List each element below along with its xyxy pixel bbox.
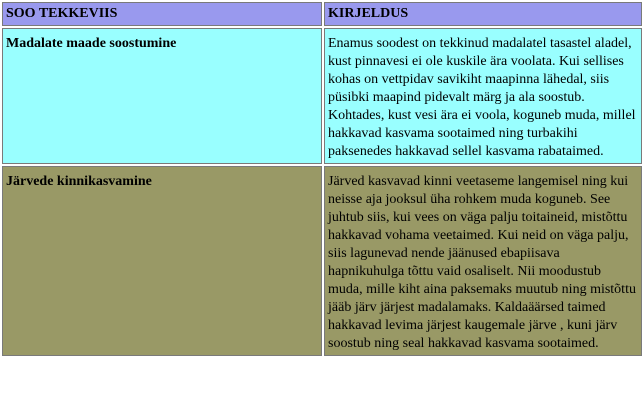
description-cell: Enamus soodest on tekkinud madalatel tasastel aladel, kust pinnavesi ei ole kuskile ära voolata. Kui sellises kohas on vettpidav savikiht maapinna lähedal, siis püsibki maapind pidevalt märg ja ala soostub. Kohtades, kust vesi ära ei voola, koguneb muda, millel hakkavad kasvama sootaimed ning turbakihi paksenedes hakkavad sellel kasvama rabataimed. (324, 28, 642, 164)
table-row (2, 166, 642, 356)
table-row (2, 28, 642, 164)
description-cell: Järved kasvavad kinni veetaseme langemisel ning kui neisse aja jooksul üha rohkem muda koguneb. See juhtub siis, kui vees on väga palju toitaineid, mistõttu hakkavad vohama veetaimed. Kui neid on väga palju, siis lagunevad nende jäänused ebapiisava hapnikuhulga tõttu vaid osaliselt. Nii moodustub muda, mille kiht aina paksemaks muutub ning mistõttu jääb järv järjest madalamaks. Kaldaäärsed taimed hakkavad levima järjest kaugemale järve , kuni järv soostub ning seal hakkavad kasvama sootaimed. (324, 166, 642, 356)
formation-type-cell: Järvede kinnikasvamine (2, 166, 322, 356)
header-description: KIRJELDUS (324, 2, 642, 26)
table-header-row (2, 2, 642, 26)
header-formation-type: SOO TEKKEVIIS (2, 2, 322, 26)
formation-type-cell: Madalate maade soostumine (2, 28, 322, 164)
